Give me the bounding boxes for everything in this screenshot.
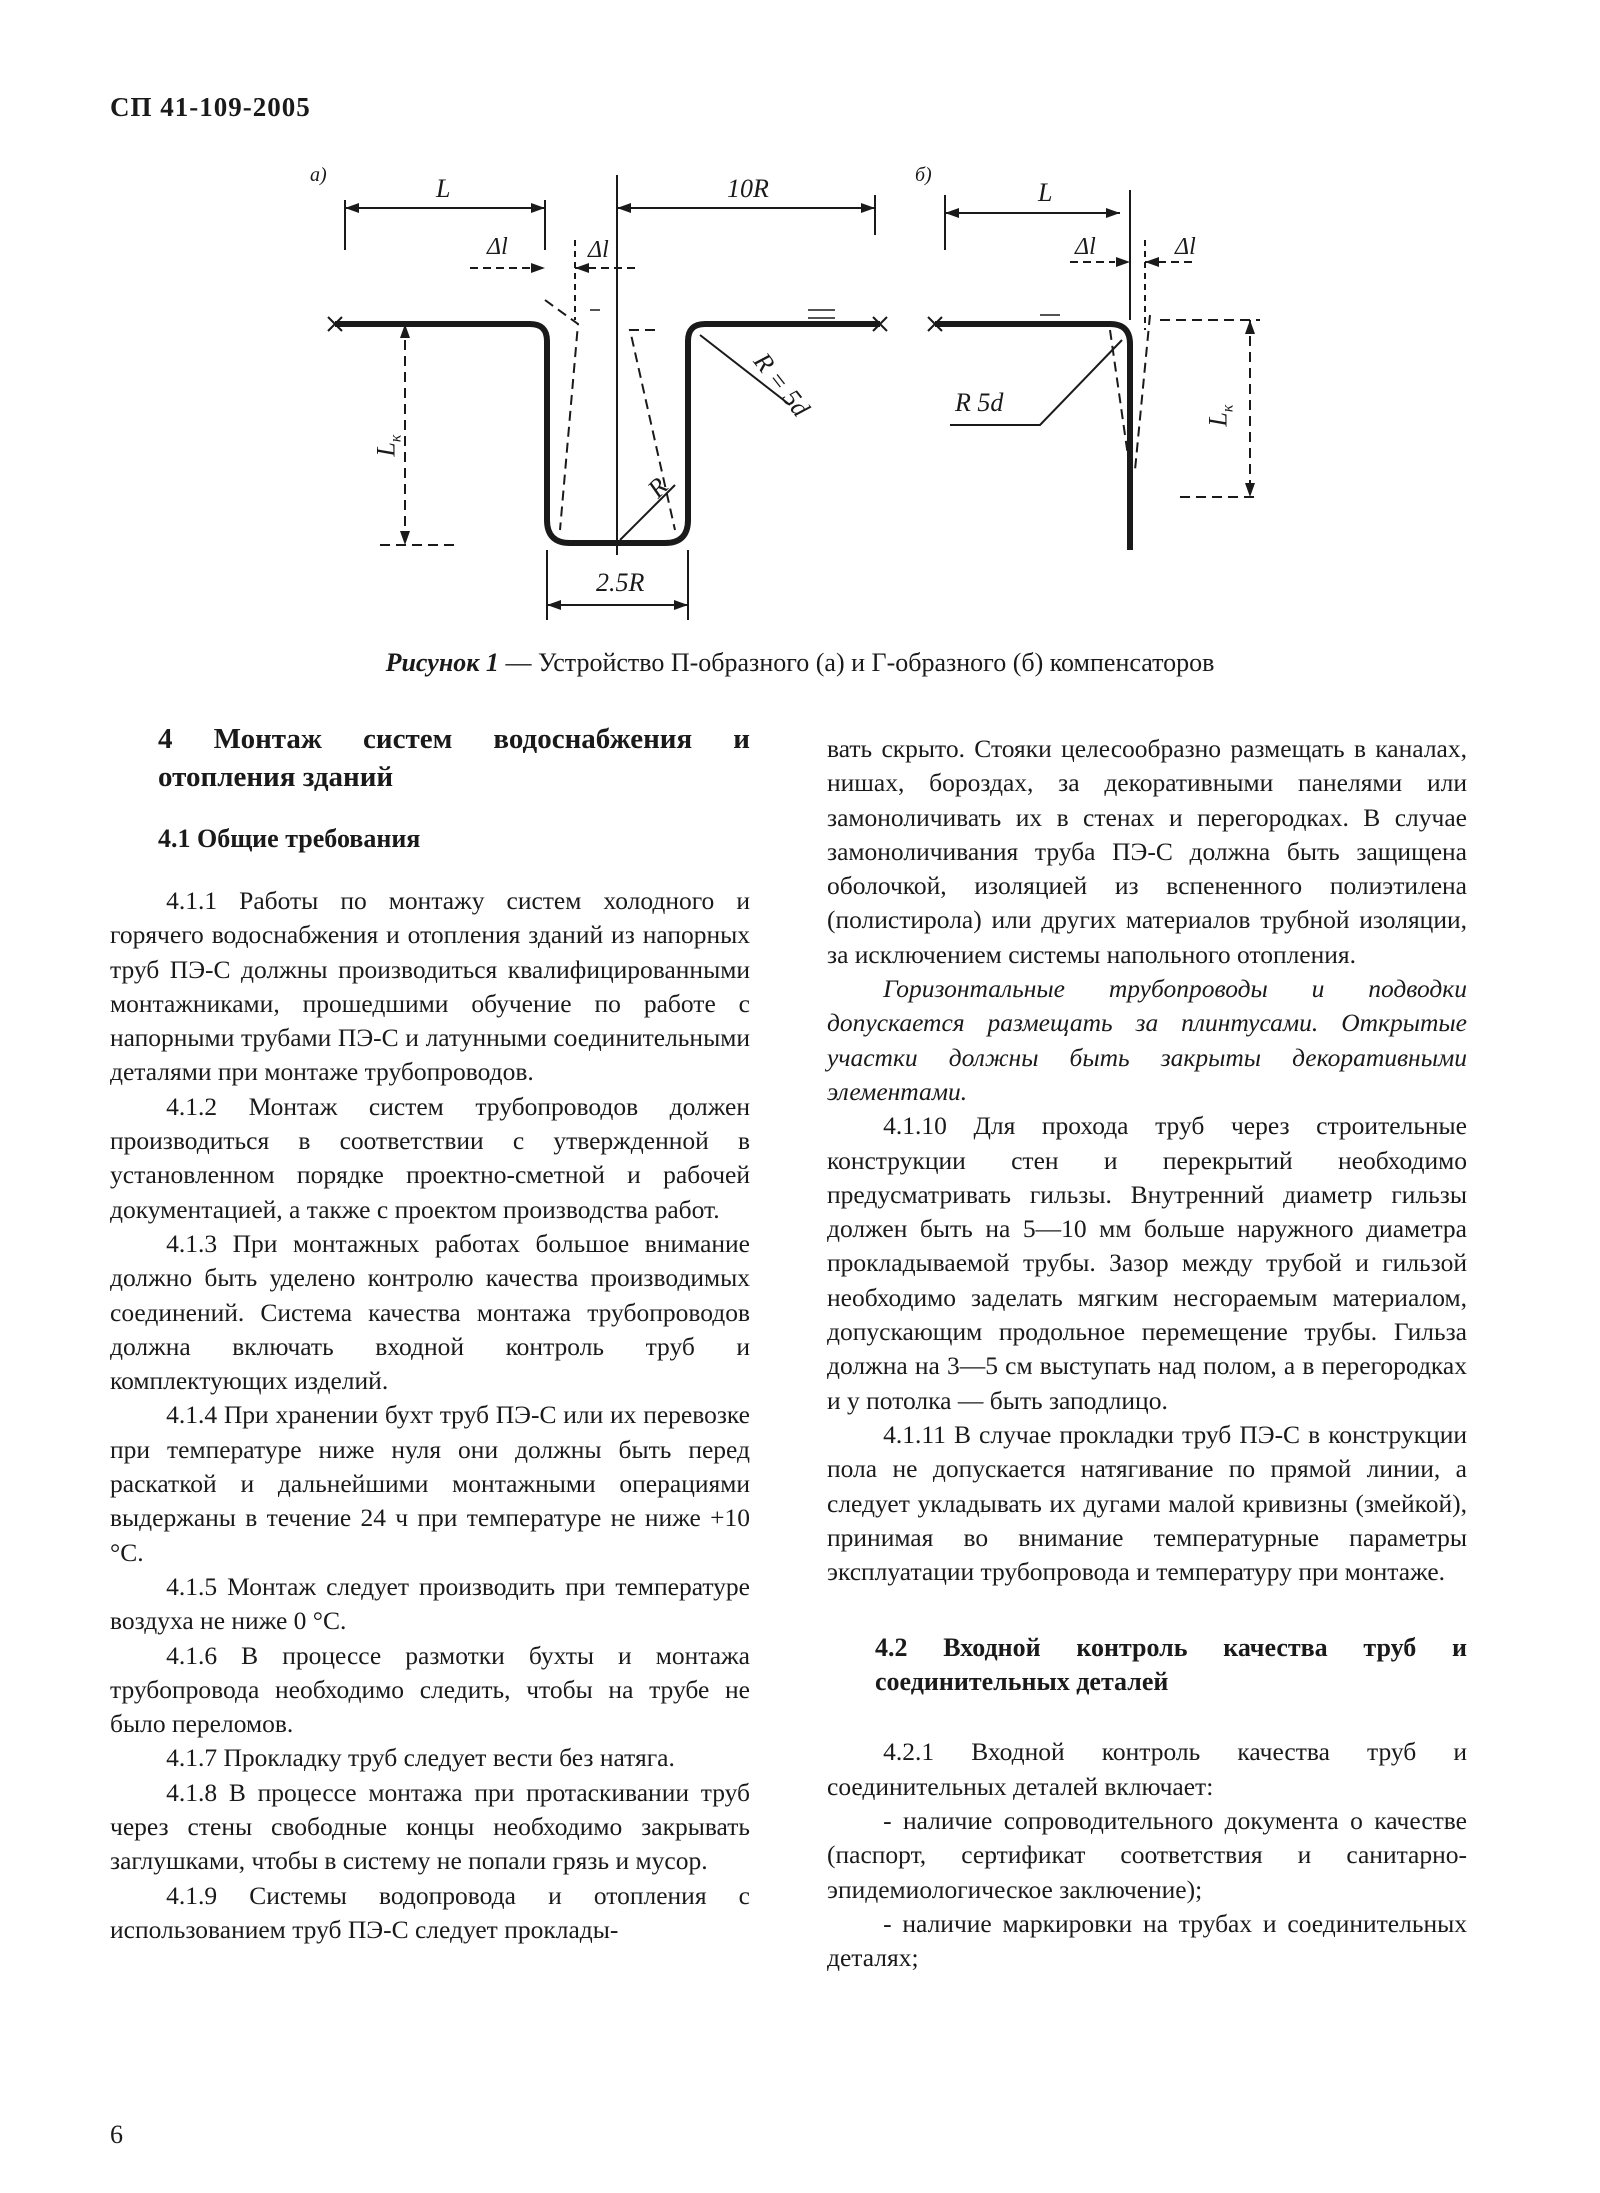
- label-delta-3: Δl: [1075, 234, 1096, 260]
- label-Lk-a: $L_к$: [371, 434, 405, 457]
- caption-text: Устройство П-образного (а) и Г-образного (б) компенсаторов: [537, 648, 1215, 677]
- paragraph-4-1-5: 4.1.5 Монтаж следует производить при температуре воздуха не ниже 0 °С.: [110, 1571, 750, 1636]
- paragraph-4-1-3: 4.1.3 При монтажных работах большое внимание должно быть уделено контролю качества производимых соединений. Система качества монтажа трубопроводов должна включать входной контроль труб и комплектующих изделий.: [110, 1228, 750, 1396]
- label-Lk-b: $L_к$: [1203, 404, 1237, 427]
- label-delta-1: Δl: [487, 234, 508, 260]
- document-code: СП 41-109-2005: [110, 92, 311, 122]
- section-heading-4: 4 Монтаж систем водоснабжения и отопления зданий: [158, 723, 750, 793]
- label-R5d-b: R 5d: [955, 388, 1004, 417]
- l-compensator-pipe: [935, 324, 1130, 550]
- dim-10R: [617, 175, 875, 555]
- label-R-inner: R: [641, 471, 674, 504]
- paragraph-4-1-10: 4.1.10 Для прохода труб через строительные конструкции стен и перекрытий необходимо предусматривать гильзы. Внутренний диаметр гильзы должен быть на 5—10 мм больше наружного диаметра прокладываемой трубы. Зазор между трубой и гильзой необходимо заделать мягким несгораемым материалом, допускающим продольное перемещение трубы. Гильза должна на 3—5 см выступать над полом, а в перегородках и у потолка — быть заподлицо.: [827, 1111, 1467, 1415]
- subsection-heading-4-1: 4.1 Общие требования: [158, 824, 421, 853]
- paragraph-4-1-2: 4.1.2 Монтаж систем трубопроводов должен производиться в соответствии с утвержденной в установленном порядке проектно-сметной и рабочей документацией, а также с проектом производства работ.: [110, 1091, 750, 1224]
- u-compensator-pipe: [335, 324, 880, 543]
- label-L-b: L: [1038, 178, 1053, 207]
- page-number: 6: [110, 2120, 123, 2149]
- left-column: [110, 720, 750, 1947]
- paragraph-4-1-7: 4.1.7 Прокладку труб следует вести без натяга.: [166, 1743, 675, 1773]
- figure-compensators: [0, 0, 1600, 690]
- paragraph-4-1-4: 4.1.4 При хранении бухт труб ПЭ-С или их перевозке при температуре ниже нуля они должны быть перед раскаткой и дальнейшими монтажными операциями выдержаны в течение 24 ч при температуре не ниже +10 °С.: [110, 1400, 750, 1567]
- paragraph-4-1-9: 4.1.9 Системы водопровода и отопления с использованием труб ПЭ-С следует проклады-: [110, 1880, 750, 1944]
- label-R5d-a: R = 5d: [747, 347, 816, 423]
- paragraph-4-1-11: 4.1.11 В случае прокладки труб ПЭ-С в конструкции пола не допускается натягивание по прямой линии, а следует укладывать их дугами малой кривизны (змейкой), принимая во внимание температурные параметры эксплуатации трубопровода и температуру при монтаже.: [827, 1419, 1467, 1587]
- paragraph-4-1-9-b: Горизонтальные трубопроводы и подводки допускается размещать за плинтусами. Открытые участки должны быть закрыты декоративными элементами.: [827, 974, 1467, 1106]
- caption-dash: —: [498, 648, 538, 677]
- paragraph-4-1-8: 4.1.8 В процессе монтажа при протаскивании труб через стены свободные концы необходимо закрывать заглушками, чтобы в систему не попали грязь и мусор.: [110, 1777, 750, 1876]
- label-delta-2: Δl: [588, 237, 609, 263]
- paragraph-4-1-6: 4.1.6 В процессе размотки бухты и монтажа трубопровода необходимо следить, чтобы на трубе не было переломов.: [110, 1640, 750, 1739]
- figure-caption: [0, 648, 1600, 678]
- paragraph-4-1-9-continued: вать скрыто. Стояки целесообразно размещать в каналах, нишах, бороздах, за декоративными панелями или замоноличивать их в стенах и перегородках. В случае замоноличивания труба ПЭ-С должна быть защищена оболочкой, изоляцией из вспененного полиэтилена (полистирола) или других материалов трубной изоляции, за исключением системы напольного отопления.: [827, 734, 1467, 969]
- dim-L-b: [945, 190, 1130, 320]
- right-column: [827, 732, 1467, 1976]
- caption-label: Рисунок 1: [385, 648, 499, 677]
- paragraph-4-1-1: 4.1.1 Работы по монтажу систем холодного и горячего водоснабжения и отопления зданий из напорных труб ПЭ-С должны производиться квалифицированными монтажниками, прошедшими обучение по работе с напорными трубами ПЭ-С и латунными соединительными деталями при монтаже трубопроводов.: [110, 886, 750, 1087]
- label-10R: 10R: [727, 174, 769, 203]
- list-item-4-2-1-b: - наличие маркировки на трубах и соединительных деталях;: [827, 1908, 1467, 1973]
- figure-drawing: [0, 0, 1600, 690]
- label-delta-4: Δl: [1175, 234, 1196, 260]
- panel-label-a: а): [310, 164, 327, 186]
- paragraph-4-2-1: 4.2.1 Входной контроль качества труб и соединительных деталей включает:: [827, 1737, 1467, 1801]
- list-item-4-2-1-a: - наличие сопроводительного документа о качестве (паспорт, сертификат соответствия и санитарно-эпидемиологическое заключение);: [827, 1806, 1467, 1904]
- label-L-a: L: [436, 174, 451, 203]
- label-2-5R: 2.5R: [596, 568, 645, 597]
- panel-label-b: б): [915, 164, 932, 186]
- dim-L-a: [345, 200, 545, 250]
- subsection-heading-4-2: 4.2 Входной контроль качества труб и соединительных деталей: [875, 1633, 1467, 1697]
